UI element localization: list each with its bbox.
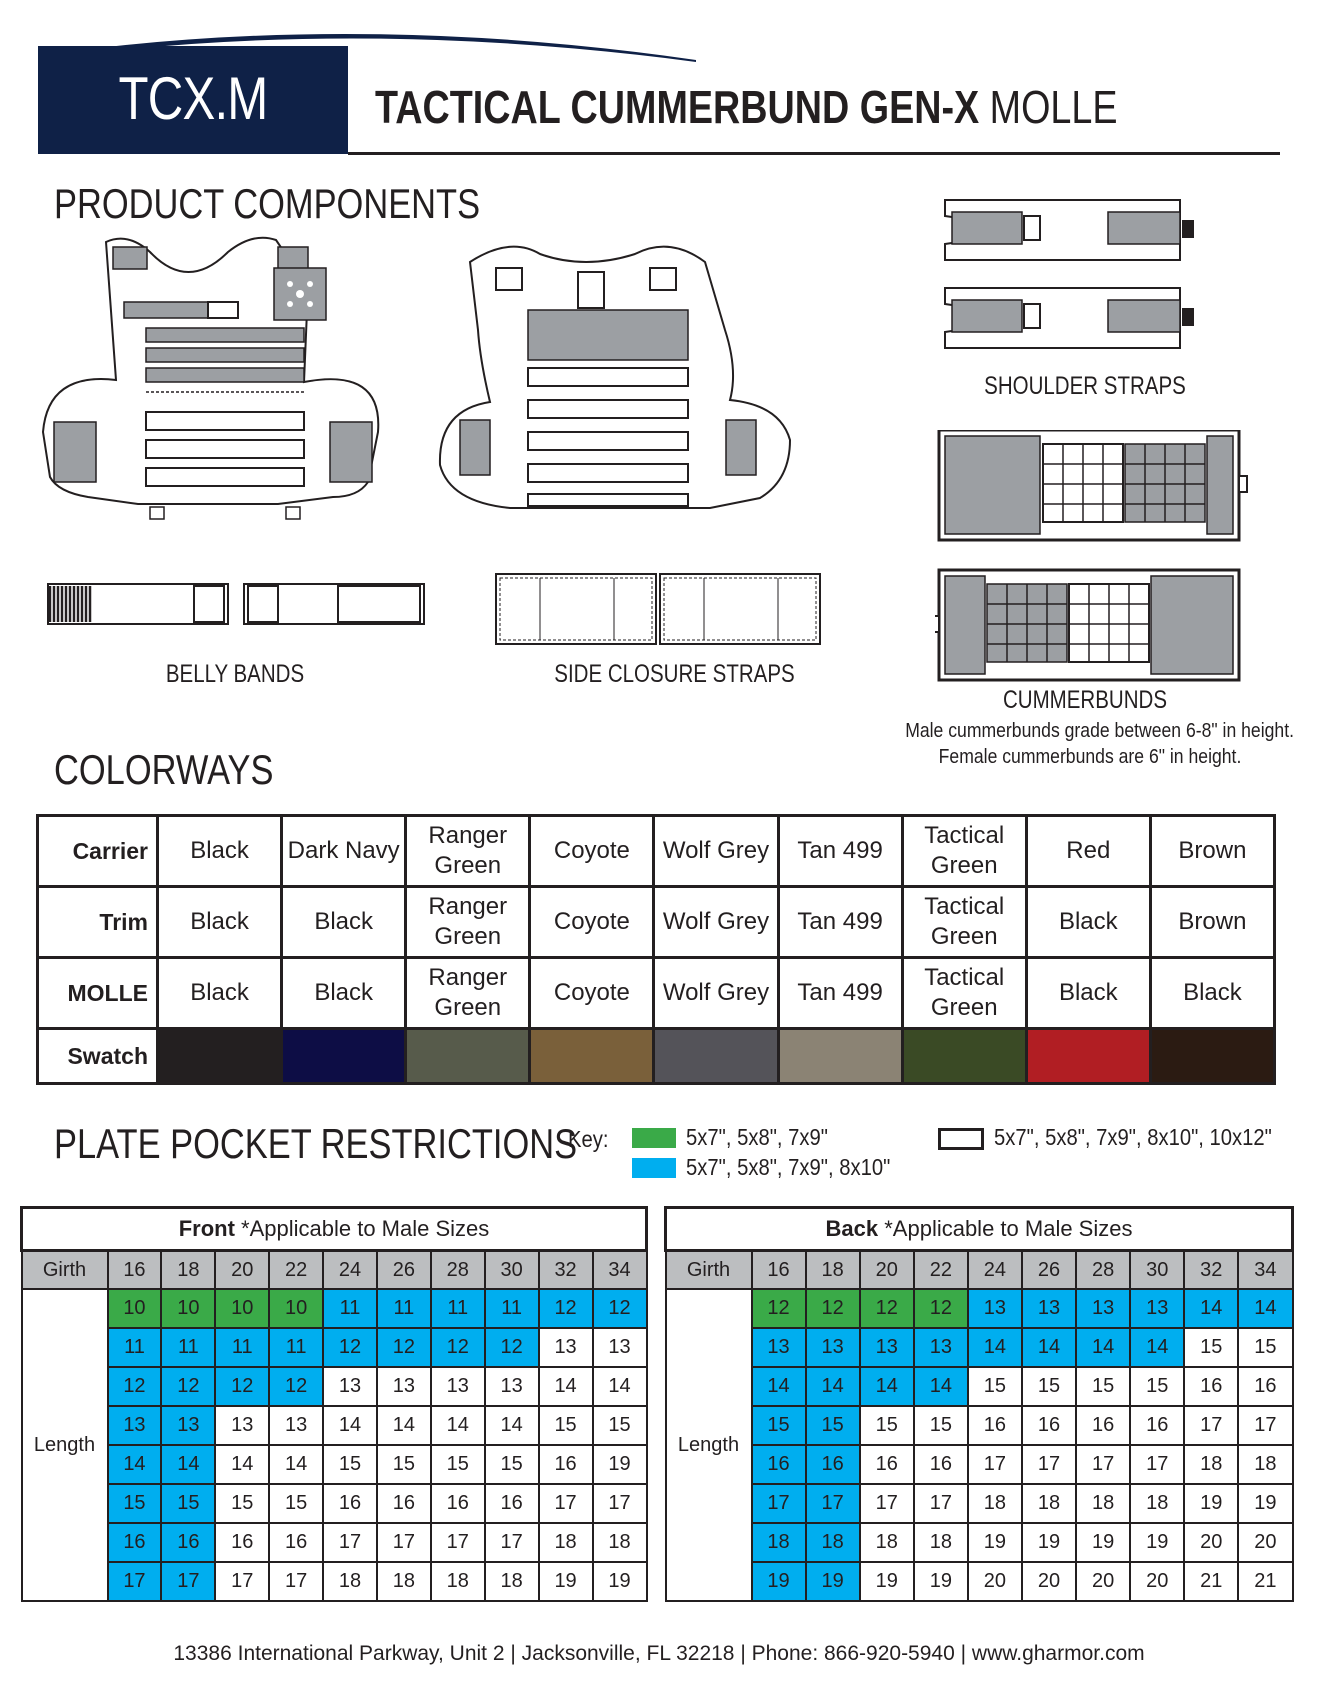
length-cell: 15	[108, 1484, 162, 1523]
length-cell: 13	[1022, 1289, 1076, 1328]
length-cell: 12	[593, 1289, 647, 1328]
length-cell: 15	[485, 1445, 539, 1484]
length-label: Length	[666, 1289, 752, 1601]
color-swatch	[1150, 1029, 1274, 1084]
length-cell: 16	[377, 1484, 431, 1523]
length-cell: 13	[161, 1406, 215, 1445]
length-cell: 13	[377, 1367, 431, 1406]
length-cell: 14	[377, 1406, 431, 1445]
length-cell: 18	[485, 1562, 539, 1601]
length-cell: 11	[161, 1328, 215, 1367]
length-cell: 17	[539, 1484, 593, 1523]
colorway-cell: Tan 499	[778, 887, 902, 958]
length-cell: 15	[1184, 1328, 1238, 1367]
length-row	[22, 1289, 647, 1328]
components-heading: PRODUCT COMPONENTS	[54, 180, 481, 227]
colorway-cell: Black	[158, 958, 282, 1029]
length-cell: 12	[108, 1367, 162, 1406]
length-cell: 13	[806, 1328, 860, 1367]
colorway-cell: Wolf Grey	[654, 958, 778, 1029]
color-swatch	[158, 1029, 282, 1084]
front-pocket-table	[20, 1206, 648, 1602]
length-cell: 17	[1076, 1445, 1130, 1484]
length-cell: 16	[485, 1484, 539, 1523]
colorway-cell: Brown	[1150, 887, 1274, 958]
swatch-row-label: Swatch	[38, 1029, 158, 1084]
length-cell: 14	[806, 1367, 860, 1406]
belly-bands-illustration	[46, 580, 430, 630]
key-label: Key:	[568, 1126, 609, 1152]
length-cell: 19	[860, 1562, 914, 1601]
swatch-row	[38, 1029, 1275, 1084]
length-cell: 19	[806, 1562, 860, 1601]
length-cell: 13	[539, 1328, 593, 1367]
length-cell: 17	[968, 1445, 1022, 1484]
length-cell: 10	[269, 1289, 323, 1328]
length-cell: 13	[269, 1406, 323, 1445]
front-title-bold: Front	[178, 1216, 235, 1241]
length-cell: 16	[539, 1445, 593, 1484]
length-cell: 13	[323, 1367, 377, 1406]
length-cell: 17	[1184, 1406, 1238, 1445]
length-cell: 12	[752, 1289, 806, 1328]
length-cell: 15	[968, 1367, 1022, 1406]
colorway-cell: Coyote	[530, 816, 654, 887]
girth-label: Girth	[666, 1251, 752, 1290]
girth-value: 18	[806, 1251, 860, 1290]
colorway-cell: Wolf Grey	[654, 816, 778, 887]
length-cell: 12	[860, 1289, 914, 1328]
girth-value: 16	[108, 1251, 162, 1290]
key-text-green: 5x7", 5x8", 7x9"	[686, 1124, 828, 1150]
length-cell: 13	[914, 1328, 968, 1367]
length-cell: 18	[806, 1523, 860, 1562]
girth-value: 22	[914, 1251, 968, 1290]
length-row	[666, 1562, 1293, 1601]
length-cell: 17	[1022, 1445, 1076, 1484]
length-cell: 19	[1076, 1523, 1130, 1562]
length-cell: 17	[269, 1562, 323, 1601]
colorway-cell: Coyote	[530, 887, 654, 958]
length-cell: 14	[108, 1445, 162, 1484]
colorway-cell: Tactical Green	[902, 816, 1026, 887]
length-cell: 16	[431, 1484, 485, 1523]
length-cell: 21	[1238, 1562, 1292, 1601]
length-cell: 19	[752, 1562, 806, 1601]
length-cell: 21	[1184, 1562, 1238, 1601]
colorway-cell: Tactical Green	[902, 887, 1026, 958]
length-cell: 11	[377, 1289, 431, 1328]
length-cell: 13	[485, 1367, 539, 1406]
product-code: TCX.M	[118, 65, 268, 132]
colorway-cell: Coyote	[530, 958, 654, 1029]
length-cell: 10	[215, 1289, 269, 1328]
colorway-cell: Tan 499	[778, 816, 902, 887]
shoulder-straps-caption: SHOULDER STRAPS	[984, 372, 1186, 400]
belly-bands-caption: BELLY BANDS	[165, 660, 305, 688]
length-cell: 15	[914, 1406, 968, 1445]
length-cell: 20	[968, 1562, 1022, 1601]
length-cell: 14	[215, 1445, 269, 1484]
length-cell: 11	[215, 1328, 269, 1367]
length-row	[666, 1406, 1293, 1445]
length-cell: 16	[1238, 1367, 1292, 1406]
side-closure-straps-illustration	[494, 572, 824, 648]
length-row	[22, 1367, 647, 1406]
length-cell: 14	[431, 1406, 485, 1445]
back-title-bold: Back	[825, 1216, 879, 1241]
girth-value: 20	[860, 1251, 914, 1290]
key-swatch-white	[938, 1128, 984, 1150]
length-cell: 13	[1076, 1289, 1130, 1328]
length-row	[666, 1523, 1293, 1562]
length-cell: 17	[914, 1484, 968, 1523]
color-swatch	[406, 1029, 530, 1084]
length-cell: 14	[323, 1406, 377, 1445]
cummerbunds-caption: CUMMERBUNDS	[1003, 686, 1167, 714]
colorway-row-label: Trim	[38, 887, 158, 958]
length-cell: 18	[323, 1562, 377, 1601]
length-cell: 18	[914, 1523, 968, 1562]
length-cell: 14	[1076, 1328, 1130, 1367]
length-cell: 14	[593, 1367, 647, 1406]
length-cell: 11	[431, 1289, 485, 1328]
length-cell: 16	[161, 1523, 215, 1562]
length-row	[666, 1484, 1293, 1523]
colorway-row-label: Carrier	[38, 816, 158, 887]
length-cell: 18	[431, 1562, 485, 1601]
length-cell: 19	[593, 1445, 647, 1484]
length-cell: 14	[1184, 1289, 1238, 1328]
length-cell: 11	[269, 1328, 323, 1367]
length-cell: 17	[593, 1484, 647, 1523]
length-cell: 14	[1238, 1289, 1292, 1328]
length-cell: 13	[431, 1367, 485, 1406]
back-pocket-table	[664, 1206, 1294, 1602]
color-swatch	[902, 1029, 1026, 1084]
length-cell: 13	[1130, 1289, 1184, 1328]
length-cell: 12	[269, 1367, 323, 1406]
length-cell: 12	[161, 1367, 215, 1406]
length-row	[666, 1289, 1293, 1328]
colorway-cell: Black	[282, 887, 406, 958]
length-cell: 14	[1022, 1328, 1076, 1367]
title-bold: TACTICAL CUMMERBUND GEN-X	[375, 81, 980, 133]
length-cell: 15	[1022, 1367, 1076, 1406]
colorway-cell: Red	[1026, 816, 1150, 887]
color-swatch	[654, 1029, 778, 1084]
length-cell: 17	[161, 1562, 215, 1601]
girth-value: 32	[539, 1251, 593, 1290]
length-cell: 12	[539, 1289, 593, 1328]
length-cell: 16	[860, 1445, 914, 1484]
length-row	[22, 1445, 647, 1484]
length-cell: 13	[752, 1328, 806, 1367]
front-title	[22, 1208, 647, 1251]
length-cell: 17	[860, 1484, 914, 1523]
length-cell: 17	[1238, 1406, 1292, 1445]
length-cell: 12	[431, 1328, 485, 1367]
color-swatch	[282, 1029, 406, 1084]
colorways-heading: COLORWAYS	[54, 746, 274, 793]
girth-value: 18	[161, 1251, 215, 1290]
length-cell: 15	[860, 1406, 914, 1445]
length-cell: 16	[914, 1445, 968, 1484]
length-cell: 20	[1184, 1523, 1238, 1562]
colorway-row-label: MOLLE	[38, 958, 158, 1029]
length-cell: 18	[593, 1523, 647, 1562]
header-rule	[348, 152, 1280, 155]
girth-value: 28	[431, 1251, 485, 1290]
colorway-cell: Dark Navy	[282, 816, 406, 887]
shoulder-straps-illustration	[940, 196, 1210, 356]
plate-pocket-heading: PLATE POCKET RESTRICTIONS	[54, 1120, 578, 1167]
colorway-row	[38, 958, 1275, 1029]
length-cell: 18	[1022, 1484, 1076, 1523]
length-cell: 11	[485, 1289, 539, 1328]
length-cell: 20	[1022, 1562, 1076, 1601]
length-cell: 18	[377, 1562, 431, 1601]
length-cell: 15	[1076, 1367, 1130, 1406]
color-swatch	[530, 1029, 654, 1084]
length-cell: 15	[806, 1406, 860, 1445]
length-cell: 19	[1130, 1523, 1184, 1562]
girth-row	[666, 1251, 1293, 1290]
length-cell: 16	[1130, 1406, 1184, 1445]
length-cell: 12	[806, 1289, 860, 1328]
length-cell: 14	[860, 1367, 914, 1406]
girth-value: 16	[752, 1251, 806, 1290]
length-cell: 18	[1184, 1445, 1238, 1484]
girth-value: 32	[1184, 1251, 1238, 1290]
girth-row	[22, 1251, 647, 1290]
length-cell: 14	[485, 1406, 539, 1445]
length-cell: 16	[1076, 1406, 1130, 1445]
length-cell: 13	[215, 1406, 269, 1445]
length-cell: 16	[752, 1445, 806, 1484]
colorway-cell: Tactical Green	[902, 958, 1026, 1029]
girth-value: 30	[485, 1251, 539, 1290]
length-cell: 13	[968, 1289, 1022, 1328]
key-swatch-blue	[632, 1158, 676, 1178]
product-title	[375, 80, 1118, 134]
footer-address: 13386 International Parkway, Unit 2 | Jacksonville, FL 32218 | Phone: 866-920-5940 | www.gharmor.com	[173, 1642, 1145, 1665]
colorway-cell: Black	[158, 887, 282, 958]
length-cell: 17	[215, 1562, 269, 1601]
length-row	[22, 1484, 647, 1523]
colorway-cell: Tan 499	[778, 958, 902, 1029]
colorway-cell: Ranger Green	[406, 958, 530, 1029]
color-swatch	[1026, 1029, 1150, 1084]
vest-back-illustration	[430, 240, 800, 540]
length-cell: 19	[1184, 1484, 1238, 1523]
length-cell: 13	[860, 1328, 914, 1367]
length-cell: 13	[108, 1406, 162, 1445]
length-cell: 18	[1130, 1484, 1184, 1523]
colorway-cell: Black	[1026, 958, 1150, 1029]
colorway-row	[38, 887, 1275, 958]
length-row	[666, 1328, 1293, 1367]
length-cell: 17	[752, 1484, 806, 1523]
length-row	[22, 1562, 647, 1601]
length-cell: 12	[215, 1367, 269, 1406]
girth-value: 34	[593, 1251, 647, 1290]
colorway-cell: Brown	[1150, 816, 1274, 887]
back-title	[666, 1208, 1293, 1251]
length-cell: 16	[968, 1406, 1022, 1445]
length-cell: 20	[1238, 1523, 1292, 1562]
colorway-cell: Black	[282, 958, 406, 1029]
length-cell: 19	[593, 1562, 647, 1601]
length-cell: 15	[161, 1484, 215, 1523]
length-cell: 13	[593, 1328, 647, 1367]
vest-front-illustration	[38, 232, 412, 542]
length-cell: 19	[539, 1562, 593, 1601]
length-cell: 20	[1130, 1562, 1184, 1601]
length-cell: 15	[593, 1406, 647, 1445]
length-cell: 19	[1022, 1523, 1076, 1562]
side-closure-straps-caption: SIDE CLOSURE STRAPS	[554, 660, 795, 688]
length-cell: 17	[377, 1523, 431, 1562]
length-cell: 15	[377, 1445, 431, 1484]
length-cell: 12	[377, 1328, 431, 1367]
length-row	[22, 1406, 647, 1445]
length-cell: 17	[323, 1523, 377, 1562]
length-cell: 12	[914, 1289, 968, 1328]
girth-value: 22	[269, 1251, 323, 1290]
girth-value: 34	[1238, 1251, 1292, 1290]
girth-value: 24	[323, 1251, 377, 1290]
length-cell: 11	[108, 1328, 162, 1367]
key-text-white: 5x7", 5x8", 7x9", 8x10", 10x12"	[994, 1124, 1272, 1150]
length-cell: 16	[806, 1445, 860, 1484]
length-cell: 16	[215, 1523, 269, 1562]
length-cell: 15	[431, 1445, 485, 1484]
length-cell: 18	[968, 1484, 1022, 1523]
colorway-row	[38, 816, 1275, 887]
length-cell: 16	[1022, 1406, 1076, 1445]
length-cell: 18	[860, 1523, 914, 1562]
girth-value: 28	[1076, 1251, 1130, 1290]
length-row	[22, 1328, 647, 1367]
key-text-blue: 5x7", 5x8", 7x9", 8x10"	[686, 1154, 891, 1180]
length-cell: 15	[752, 1406, 806, 1445]
length-cell: 14	[269, 1445, 323, 1484]
girth-value: 20	[215, 1251, 269, 1290]
colorway-cell: Black	[1150, 958, 1274, 1029]
color-swatch	[778, 1029, 902, 1084]
length-cell: 16	[323, 1484, 377, 1523]
cummerbunds-illustration	[935, 430, 1255, 690]
length-cell: 18	[752, 1523, 806, 1562]
length-cell: 14	[968, 1328, 1022, 1367]
length-cell: 17	[108, 1562, 162, 1601]
length-row	[22, 1523, 647, 1562]
colorway-cell: Black	[1026, 887, 1150, 958]
length-cell: 16	[269, 1523, 323, 1562]
length-cell: 17	[485, 1523, 539, 1562]
length-cell: 14	[752, 1367, 806, 1406]
length-cell: 20	[1076, 1562, 1130, 1601]
back-title-note: *Applicable to Male Sizes	[884, 1216, 1133, 1241]
length-cell: 15	[1238, 1328, 1292, 1367]
length-row	[666, 1367, 1293, 1406]
colorway-cell: Black	[158, 816, 282, 887]
cummerbund-note-1: Male cummerbunds grade between 6-8" in height.	[905, 720, 1294, 742]
length-cell: 18	[539, 1523, 593, 1562]
colorway-cell: Ranger Green	[406, 887, 530, 958]
length-cell: 12	[323, 1328, 377, 1367]
length-cell: 19	[914, 1562, 968, 1601]
length-cell: 15	[539, 1406, 593, 1445]
length-cell: 17	[806, 1484, 860, 1523]
length-cell: 14	[1130, 1328, 1184, 1367]
length-cell: 14	[539, 1367, 593, 1406]
length-cell: 14	[161, 1445, 215, 1484]
length-cell: 11	[323, 1289, 377, 1328]
length-cell: 18	[1076, 1484, 1130, 1523]
title-light: MOLLE	[989, 81, 1118, 133]
length-cell: 16	[1184, 1367, 1238, 1406]
length-cell: 16	[108, 1523, 162, 1562]
length-cell: 12	[485, 1328, 539, 1367]
length-cell: 17	[1130, 1445, 1184, 1484]
length-row	[666, 1445, 1293, 1484]
cummerbund-note-2: Female cummerbunds are 6" in height.	[938, 746, 1242, 768]
length-label: Length	[22, 1289, 108, 1601]
girth-value: 26	[377, 1251, 431, 1290]
length-cell: 19	[968, 1523, 1022, 1562]
length-cell: 14	[914, 1367, 968, 1406]
girth-value: 24	[968, 1251, 1022, 1290]
length-cell: 19	[1238, 1484, 1292, 1523]
colorways-table	[36, 814, 1276, 1085]
colorway-cell: Ranger Green	[406, 816, 530, 887]
length-cell: 15	[323, 1445, 377, 1484]
length-cell: 15	[269, 1484, 323, 1523]
length-cell: 10	[108, 1289, 162, 1328]
colorway-cell: Wolf Grey	[654, 887, 778, 958]
girth-value: 26	[1022, 1251, 1076, 1290]
length-cell: 18	[1238, 1445, 1292, 1484]
length-cell: 10	[161, 1289, 215, 1328]
front-title-note: *Applicable to Male Sizes	[241, 1216, 490, 1241]
key-swatch-green	[632, 1128, 676, 1148]
girth-label: Girth	[22, 1251, 108, 1290]
length-cell: 17	[431, 1523, 485, 1562]
girth-value: 30	[1130, 1251, 1184, 1290]
length-cell: 15	[215, 1484, 269, 1523]
length-cell: 15	[1130, 1367, 1184, 1406]
